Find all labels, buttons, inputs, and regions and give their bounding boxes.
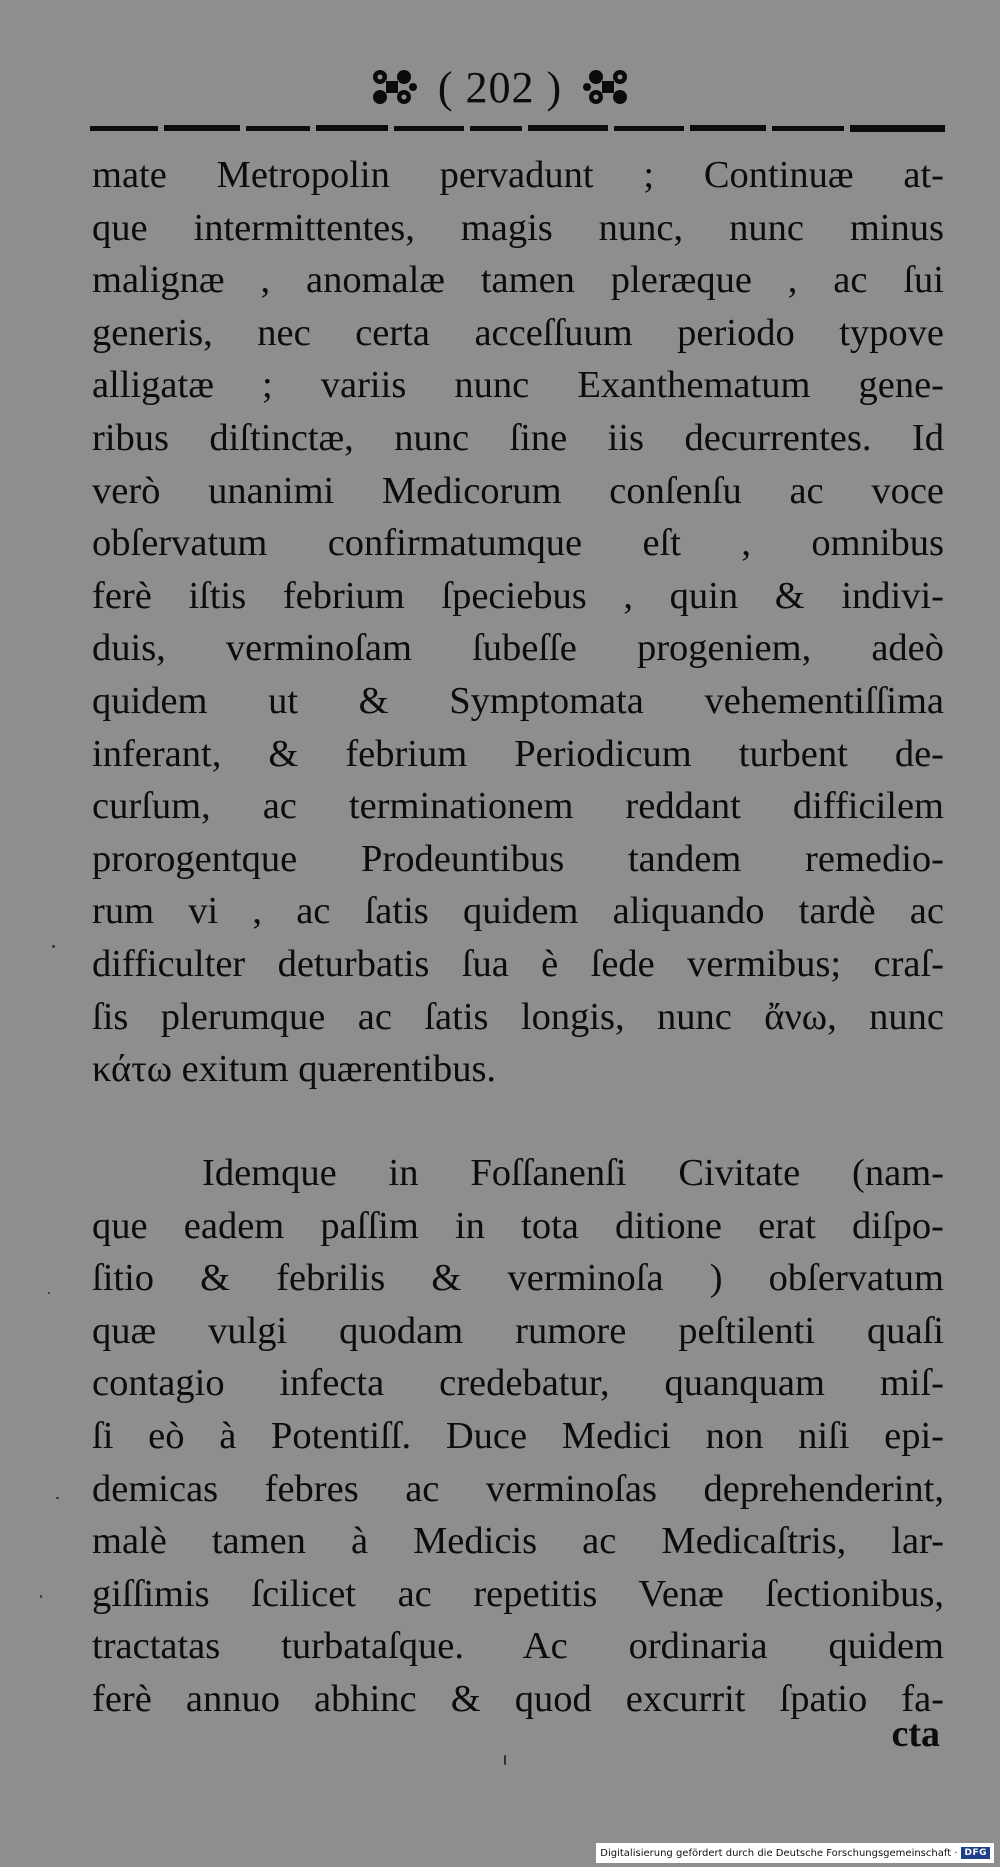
footer-credit: Digitalisierung gefördert durch die Deutsche Forschungsgemeinschaft ·	[600, 1847, 958, 1859]
text-line: quidem ut & Symptomata vehementiſſima	[92, 679, 944, 722]
text-line: obſervatum confirmatumque eſt , omnibus	[92, 522, 944, 565]
text-line: mate Metropolin pervadunt ; Continuæ at-	[92, 154, 944, 196]
paper-speck	[504, 1755, 506, 1765]
text-line: duis, verminoſam ſubeſſe progeniem, adeò	[92, 627, 944, 670]
header-rule	[90, 124, 945, 133]
dfg-logo: DFG	[961, 1847, 990, 1859]
right-ornament-icon	[580, 65, 632, 109]
text-line: tractatas turbataſque. Ac ordinaria quidem	[92, 1625, 944, 1668]
text-line: contagio infecta credebatur, quanquam miſ-	[92, 1362, 944, 1405]
text-line: κάτω exitum quærentibus.	[92, 1048, 497, 1091]
text-line: ribus diſtinctæ, nunc ſine iis decurrentes. Id	[92, 416, 944, 459]
text-line: ſis plerumque ac ſatis longis, nunc ἄνω, nunc	[92, 995, 944, 1038]
left-ornament-icon	[368, 65, 420, 109]
paper-speck	[40, 1595, 42, 1598]
page-header	[0, 52, 1000, 122]
paragraph-1	[92, 149, 944, 1096]
text-line: Idemque in Foſſanenſi Civitate (nam-	[202, 1152, 944, 1194]
paper-speck	[56, 1497, 59, 1499]
text-line: curſum, ac terminationem reddant difficilem	[92, 785, 944, 828]
text-line: malignæ , anomalæ tamen pleræque , ac ſui	[92, 259, 944, 302]
text-line: ſi eò à Potentiſſ. Duce Medici non niſi epi-	[92, 1414, 944, 1457]
catchword: cta	[891, 1713, 940, 1755]
text-line: ſitio & febrilis & verminoſa ) obſervatum	[92, 1257, 944, 1300]
text-line: malè tamen à Medicis ac Medicaſtris, lar-	[92, 1520, 944, 1563]
text-line: quæ vulgi quodam rumore peſtilenti quaſi	[92, 1309, 944, 1352]
text-line: alligatæ ; variis nunc Exanthematum gene-	[92, 364, 944, 407]
text-line: ferè annuo abhinc & quod excurrit ſpatio fa-	[92, 1677, 944, 1720]
text-line: verò unanimi Medicorum conſenſu ac voce	[92, 469, 944, 512]
paper-speck	[52, 945, 55, 948]
text-line: giſſimis ſcilicet ac repetitis Venæ ſectionibus,	[92, 1572, 944, 1615]
text-line: difficulter deturbatis ſua è ſede vermibus; craſ-	[92, 942, 944, 985]
text-line: demicas febres ac verminoſas deprehenderint,	[92, 1467, 944, 1510]
text-line: inferant, & febrium Periodicum turbent de-	[92, 732, 944, 775]
text-line: que eadem paſſim in tota ditione erat diſpo-	[92, 1204, 944, 1247]
paper-speck	[48, 1292, 50, 1294]
digitization-footer	[596, 1843, 994, 1863]
page-number: ( 202 )	[437, 62, 563, 112]
text-line: ferè iſtis febrium ſpeciebus , quin & indivi-	[92, 574, 944, 617]
paragraph-2	[92, 1147, 944, 1726]
text-line: generis, nec certa acceſſuum periodo typove	[92, 311, 944, 354]
text-line: prorogentque Prodeuntibus tandem remedio-	[92, 837, 944, 880]
text-line: que intermittentes, magis nunc, nunc minus	[92, 206, 944, 249]
text-line: rum vi , ac ſatis quidem aliquando tardè ac	[92, 890, 944, 933]
